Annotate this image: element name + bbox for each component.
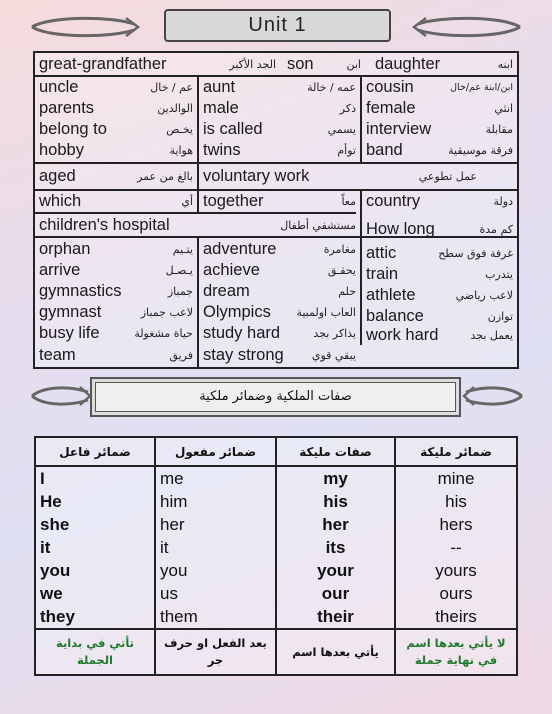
vocab-cell: arrive يـصـل [39, 261, 193, 279]
subject-pronoun: I [40, 468, 45, 488]
subject-pronoun: she [40, 514, 70, 534]
vocab-cell: female انثي [366, 99, 513, 117]
vocab-voluntary-work: voluntary work عمل تطوعي [203, 167, 477, 185]
subject-pronoun: He [40, 491, 62, 511]
object-pronoun: us [160, 583, 178, 603]
vocab-how-long: How long كم مدة [366, 219, 513, 238]
left-arrow-icon [30, 14, 140, 40]
header-possessive-adjectives: صفات مليكة [299, 444, 372, 459]
possessive-pronoun: hers [439, 514, 473, 534]
vocab-country: country دولة [366, 192, 513, 210]
vocab-childrens-hospital: children's hospital مستشفي أطفال [39, 215, 356, 234]
vocab-cell: hobby هواية [39, 141, 193, 159]
vocab-cell: gymnastics جمباز [39, 282, 193, 300]
vocab-cell: dream حلم [203, 282, 356, 300]
vocab-cell: busy life حياة مشغولة [39, 324, 193, 342]
vocab-cell: band فرقة موسيقية [366, 141, 513, 159]
subject-pronoun: it [40, 537, 51, 557]
possessive-pronoun: his [445, 491, 467, 511]
vocab-cell: uncle عم / خال [39, 78, 193, 96]
possessive-pronoun: ours [439, 583, 473, 603]
possessive-adjective: its [325, 537, 346, 557]
vocab-cell: belong to يخـص [39, 120, 193, 138]
left-arrow-icon [30, 383, 92, 409]
vocab-cell: parents الوالدين [39, 99, 193, 117]
vocab-which: which أي [39, 192, 193, 210]
object-pronoun: it [160, 537, 169, 557]
vocab-cell: gymnast لاعب جمباز [39, 303, 193, 321]
vocab-together: together معاً [203, 192, 356, 210]
object-pronoun: me [160, 468, 184, 488]
note-object-pronouns: بعد الفعل او حرف جر [164, 636, 267, 667]
object-pronoun: him [160, 491, 188, 511]
possessive-pronoun: -- [450, 537, 462, 557]
vocab-cell: is called يسمي [203, 120, 356, 138]
vocab-daughter: daughter ابنه [375, 54, 513, 73]
vocab-cell: male ذكر [203, 99, 356, 117]
possessive-pronoun: yours [435, 560, 477, 580]
possessive-pronoun: theirs [435, 606, 477, 626]
right-arrow-icon [462, 383, 524, 409]
subject-pronoun: we [40, 583, 63, 603]
header-object-pronouns: ضمائر مفعول [174, 444, 257, 459]
vocab-cell: train يتدرب [366, 265, 513, 283]
vocab-cell: balance توازن [366, 307, 513, 325]
object-pronoun: you [160, 560, 188, 580]
vocab-cell: cousin ابن/ابنة عم/خال [366, 78, 513, 96]
object-pronoun: her [160, 514, 185, 534]
vocabulary-grid [33, 51, 519, 369]
possessive-adjective: her [322, 514, 349, 534]
vocab-cell: study hard يذاكر بجد [203, 324, 356, 342]
vocab-cell: work hard يعمل بجد [366, 326, 513, 344]
vocab-cell: stay strong يبقي قوي [203, 346, 356, 364]
vocab-son: son ابن [287, 54, 361, 73]
header-subject-pronouns: ضمائر فاعل [59, 444, 131, 459]
vocab-cell: aunt عمه / خالة [203, 78, 356, 96]
note-possessive-adjectives: يأتي بعدها اسم [292, 644, 379, 659]
possessive-adjective: my [323, 468, 348, 488]
pronoun-table [34, 436, 518, 676]
vocab-cell: Olympics العاب اولمبية [203, 303, 356, 321]
subject-pronoun: they [40, 606, 75, 626]
vocab-cell: orphan يتـيم [39, 240, 193, 258]
vocab-aged: aged بالغ من عمر [39, 167, 193, 185]
possessive-adjective: your [317, 560, 354, 580]
possessive-adjective: his [323, 491, 348, 511]
vocab-great-grandfather: great-grandfather الجد الأكبر [39, 54, 276, 73]
section-title: صفات الملكية وضمائر ملكية [95, 382, 456, 412]
possessive-adjective: their [317, 606, 354, 626]
header-possessive-pronouns: ضمائر مليكة [420, 444, 492, 459]
note-possessive-pronouns: لا يأتي بعدها اسم في نهاية جملة [406, 636, 506, 667]
vocab-cell: team فريق [39, 346, 193, 364]
right-arrow-icon [412, 14, 522, 40]
vocab-cell: achieve يحقـق [203, 261, 356, 279]
vocab-cell: adventure مغامرة [203, 240, 356, 258]
vocab-cell: athlete لاعب رياضي [366, 286, 513, 304]
subject-pronoun: you [40, 560, 71, 580]
possessive-adjective: our [321, 583, 350, 603]
vocab-cell: attic غرفة فوق سطح [366, 244, 513, 262]
possessive-pronoun: mine [437, 468, 475, 488]
section-heading [90, 377, 461, 417]
note-subject-pronouns: تأتي في بداية الجملة [56, 636, 134, 667]
vocab-cell: interview مقابلة [366, 120, 513, 138]
unit-title: Unit 1 [164, 9, 391, 42]
vocab-cell: twins توأم [203, 141, 356, 159]
object-pronoun: them [160, 606, 198, 626]
